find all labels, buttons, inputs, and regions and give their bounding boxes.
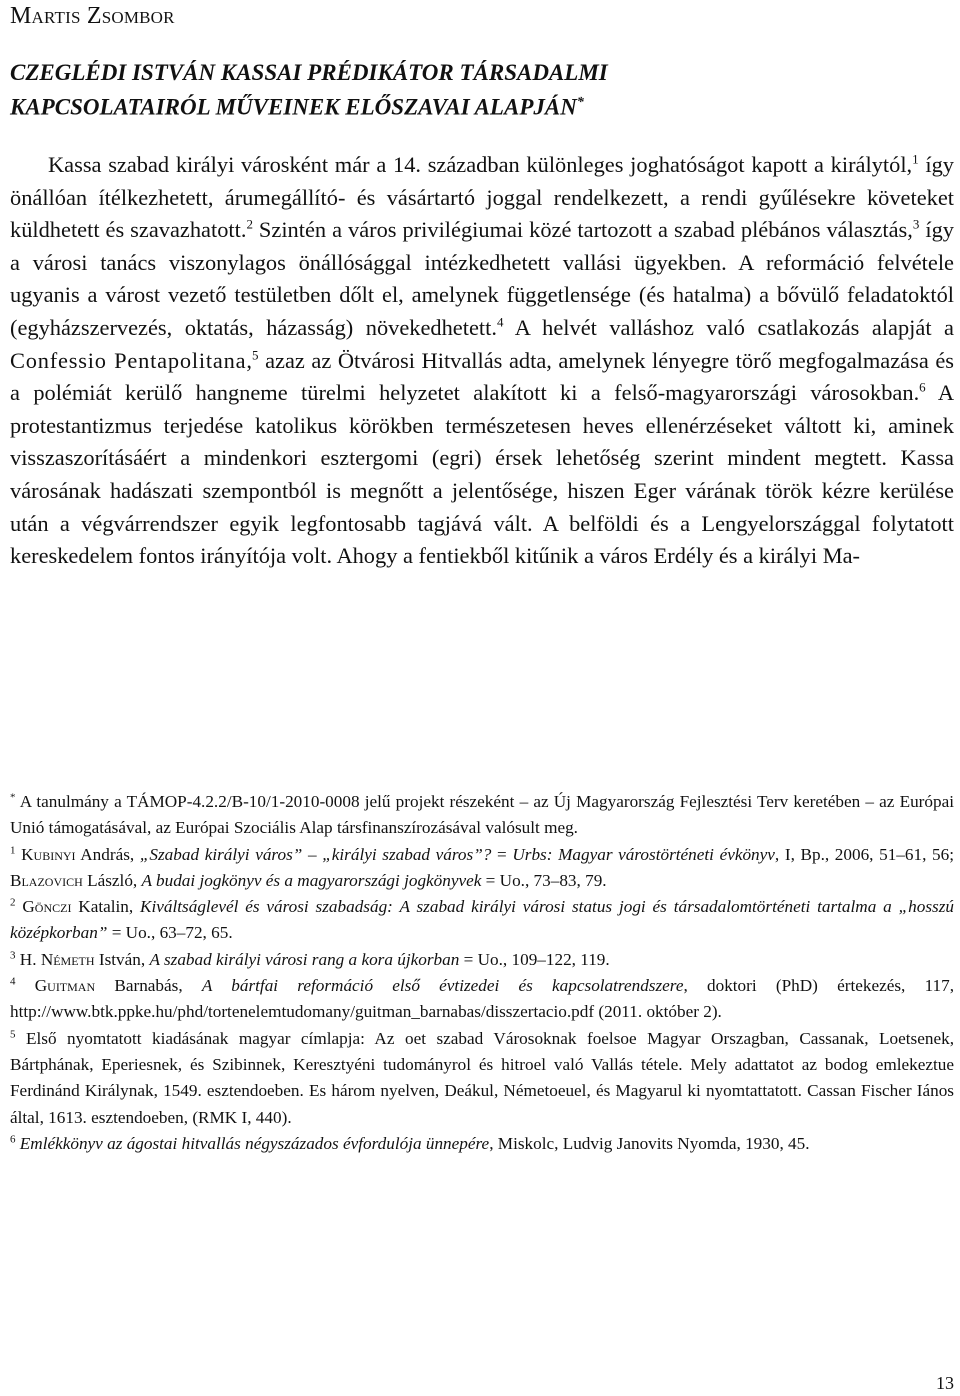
- footnote-text: , doktori (PhD) értekezés, 117, http://www.btk.ppke.hu/phd/tortenelemtudomany/guitman_barnabas/disszertacio.pdf (2011. október 2).: [10, 976, 955, 1022]
- footnote-star: [10, 789, 954, 842]
- footnote-text: Katalin,: [71, 897, 141, 917]
- footnote-author: Gönczi: [22, 897, 72, 917]
- body-sentence: azaz az Ötvárosi Hitvallás adta, amelynek lényegre törő megfogalmazása és a polémiát kerülő hangneme türelmi helyzetet alakított ki a felső-magyarországi városokban.: [10, 347, 954, 406]
- footnote-mark: 6: [10, 1133, 16, 1146]
- footnote-1: [10, 842, 954, 895]
- footnote-text: = Uo., 63–72, 65.: [107, 923, 233, 943]
- footnote-mark: 1: [10, 843, 16, 856]
- body-sentence: A protestantizmus terjedése katolikus körökben természetesen heves ellenérzéseket váltott ki, aminek visszaszorításáért a mindenkori esztergomi (egri) érsek lehetőség szerint mindent megtett. Kassa városának hadászati szempontból is megnőtt a jelentősége, hiszen Eger várának török kézre kerülése után a végvárrendszer egyik legfontosabb tagjává vált. A belföldi és a Lengyelországgal folytatott kereskedelem fontos irányítója volt. Ahogy a fentiekből kitűnik a város Erdély és a királyi Ma-: [10, 380, 954, 569]
- footnote-title: A bártfai reformáció első évtizedei és kapcsolatrendszere: [201, 976, 684, 996]
- footnote-5: [10, 1026, 954, 1131]
- footnote-text: László,: [82, 870, 142, 890]
- confession-name: Confessio Pentapolitana: [10, 347, 247, 373]
- footnote-title: A budai jogkönyv és a magyarországi jogkönyvek: [141, 870, 482, 890]
- body-sentence: így önállóan ítélkezhetett, árumegállító- és vásártartó joggal rendelkezett, a rendi gyűlésekre követeket küldhetett és szavazhatott.: [10, 152, 954, 243]
- footnotes: [10, 789, 954, 1157]
- footnote-text: , Miskolc, Ludvig Janovits Nyomda, 1930, 45.: [489, 1133, 810, 1153]
- footnote-3: [10, 947, 954, 973]
- footnote-ref-4[interactable]: 4: [496, 314, 504, 330]
- footnote-title: „Szabad királyi város” – „királyi szabad város”?: [139, 844, 492, 864]
- footnote-title: Emlékkönyv az ágostai hitvallás négyszázados évfordulója ünnepére: [19, 1133, 490, 1153]
- body-sentence: így a városi tanács viszonylagos önállósággal intézkedhetett vallási ügyekben. A reformáció felvétele ugyanis a várost vezető testületben dőlt el, amelynek függetlensége (és hatalma) a bővülő feladatoktól (egyházszervezés, oktatás, házasság) növekedhetett.: [10, 217, 954, 340]
- author-name: Martis Zsombor: [10, 3, 175, 29]
- body-sentence: Szintén a város privilégiumai közé tartozott a szabad plébános választás,: [252, 217, 913, 243]
- footnote-author: Guitman: [34, 976, 96, 996]
- footnote-title: Kiváltságlevél és városi szabadság: A szabad királyi városi status jogi és társadalomtörténeti tartalma a „hosszú középkorban”: [10, 897, 955, 943]
- footnote-text: = Uo., 109–122, 119.: [459, 949, 610, 969]
- footnote-6: [10, 1131, 954, 1157]
- footnote-title: A szabad királyi városi rang a kora újkorban: [149, 949, 460, 969]
- body-sentence: A helvét valláshoz való csatlakozás alapját a: [503, 314, 954, 340]
- body-punctuation: ,: [246, 347, 253, 373]
- footnote-text: Első nyomtatott kiadásának magyar címlapja: Az oet szabad Városoknak foelsoe Magyar Orszagban, Cassanak, Loetsenek, Bártphának, Eperiesnek, és Szibinnek, Keresztyéni tudományrol és hitroel való Vallás tétele. Mely adattatot az bodog emlekeztue Ferdinánd Királynak, 1549. esztendoeben. Es három nyelven, Deákul, Németoeuel, és Magyarul ki nyomtattatott. Cassan Fischer Iános által, 1613. esztendoeben, (RMK I, 440).: [10, 1028, 954, 1127]
- title-line-2: [10, 88, 910, 123]
- article-title: [10, 58, 910, 123]
- footnote-text: = Uo., 73–83, 79.: [481, 870, 607, 890]
- footnote-2: [10, 894, 954, 947]
- main-paragraph: [10, 149, 954, 573]
- footnote-mark: 2: [10, 896, 16, 909]
- footnote-author: Blazovich: [10, 870, 83, 890]
- footnote-4: [10, 973, 954, 1026]
- title-line-2-text: KAPCSOLATAIRÓL MŰVEINEK ELŐSZAVAI ALAPJÁN: [10, 94, 577, 120]
- footnote-text: István,: [94, 949, 150, 969]
- page-number: 13: [936, 1373, 954, 1393]
- title-line-1: CZEGLÉDI ISTVÁN KASSAI PRÉDIKÁTOR TÁRSADALMI: [10, 60, 608, 85]
- footnote-mark: 3: [10, 949, 16, 962]
- body-text: [10, 149, 954, 573]
- footnote-mark: 4: [10, 975, 16, 988]
- footnote-text: Barnabás,: [95, 976, 202, 996]
- footnote-author: Németh: [40, 949, 95, 969]
- footnote-author: Kubinyi: [21, 844, 76, 864]
- footnote-text: , I, Bp., 2006, 51–61, 56;: [774, 844, 954, 864]
- footnote-ref-1[interactable]: 1: [912, 151, 919, 167]
- footnote-text: András,: [75, 844, 140, 864]
- footnote-text: A tanulmány a TÁMOP-4.2.2/B-10/1-2010-0008 jelű projekt részeként – az Új Magyarország Fejlesztési Terv keretében – az Európai Unió támogatásával, az Európai Szociális Alap társfinanszírozásával valósult meg.: [10, 792, 954, 838]
- footnote-ref-6[interactable]: 6: [919, 379, 926, 395]
- footnote-text: =: [491, 844, 513, 864]
- body-sentence: Kassa szabad királyi városként már a 14. században különleges joghatóságot kapott a királytól,: [48, 152, 913, 177]
- footnote-mark: *: [10, 791, 16, 804]
- title-footnote-mark: *: [576, 95, 584, 110]
- footnote-ref-5[interactable]: 5: [252, 347, 259, 363]
- footnote-title: Urbs: Magyar várostörténeti évkönyv: [512, 844, 775, 864]
- footnote-ref-2[interactable]: 2: [246, 216, 253, 232]
- footnote-ref-3[interactable]: 3: [912, 216, 920, 232]
- footnote-text: H.: [19, 949, 41, 969]
- footnote-mark: 5: [10, 1027, 16, 1040]
